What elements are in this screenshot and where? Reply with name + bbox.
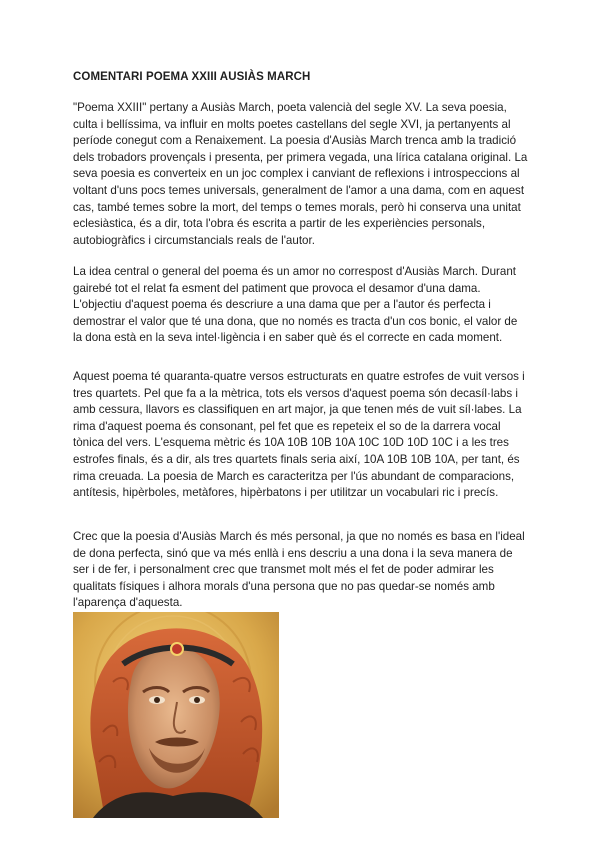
paragraph: La idea central o general del poema és un amor no correspost d'Ausiàs March. Durant gairebé tot el relat fa esment del patiment que provoca el desamor d'una dama. — [73, 265, 517, 295]
paragraph: Aquest poema té quaranta-quatre versos estructurats en quatre estrofes de vuit versos i tres quartets. Pel que fa a la mètrica, tots els versos d'aquest poema són decasíl·labs i amb cessura, llavors es classifiquen en art major, ja que tenen més de vuit síl·labes. La rima d'aquest poema és consonant, pel fet que es repeteix el so de la darrera vocal tònica del vers. L'esquema mètric és 10A 10B 10B 10A 10C 10D 10D 10C i a les tres estrofes finals, és a dir, als tres quartets finals seria així, 10A 10B 10B 10A, per tant, és rima creuada. La poesia de March es caracteritza per l'ús abundant de comparacions, antítesis, hipèrboles, metàfores, hipèrbatons i per utilitzar un vocabulari ric i precís. — [73, 370, 525, 500]
paragraph: "Poema XXIII" pertany a Ausiàs March, poeta valencià del segle XV. La seva poesia, culta i bellíssima, va influir en molts poetes castellans del segle XVI, ja pertanyents al període conegut com a Renaixement. La poesia d'Ausiàs March trenca amb la tradició dels trobadors provençals i presenta, per primera vegada, una lírica catalana original. La seva poesia es converteix en un joc complex i canviant de reflexions i introspeccions al voltant d'uns pocs temes universals, generalment de l'amor a una dama, com en aquest cas, també temes sobre la mort, del temps o temes morals, però hi conserva una unitat eclesiàstica, és a dir, tota l'obra és escrita a partir de les experiències personals, autobiogràfics i circumstancials reals de l'autor. — [73, 101, 528, 247]
paragraph: L'objectiu d'aquest poema és descriure a una dama que per a l'autor és perfecta i demostrar el valor que té una dona, que no només es tracta d'un cos bonic, el valor de la dona està en la seva intel·ligència i en saber què és el correcte en cada moment. — [73, 298, 518, 345]
paragraph-group-theme — [73, 264, 528, 347]
author-portrait-image — [73, 612, 279, 818]
document-title: COMENTARI POEMA XXIII AUSIÀS MARCH — [73, 71, 311, 83]
paragraph-introduction — [73, 100, 528, 249]
paragraph-opinion — [73, 529, 528, 612]
paragraph-structure — [73, 369, 528, 502]
paragraph: Crec que la poesia d'Ausiàs March és més personal, ja que no només es basa en l'ideal de dona perfecta, sinó que va més enllà i ens descriu a una dona i la seva manera de ser i de fer, i personalment crec que transmet molt més el fet de poder admirar les qualitats físiques i alhora morals d'una persona que no pas quedar-se només amb l'aparença d'aquesta. — [73, 530, 525, 610]
